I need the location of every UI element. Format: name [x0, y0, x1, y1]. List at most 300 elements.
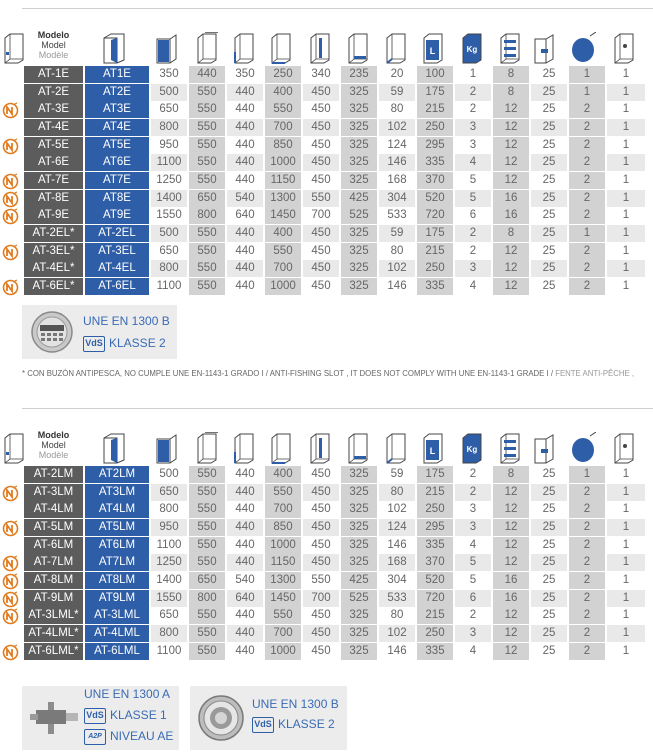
spec-value: 1 — [607, 225, 645, 242]
spec-value: 168 — [379, 172, 415, 189]
new-badge-icon — [2, 485, 19, 502]
spec-value: 325 — [341, 501, 377, 518]
spec-value: 4 — [455, 643, 491, 660]
spec-value: 304 — [379, 572, 415, 589]
spec-value: 2 — [569, 260, 605, 277]
spec-value: 5 — [455, 554, 491, 571]
spec-value: 550 — [189, 119, 225, 136]
spec-value: 2 — [569, 554, 605, 571]
volume-liters-icon — [420, 432, 446, 464]
height-external-icon — [194, 432, 220, 464]
spec-value: 325 — [341, 643, 377, 660]
spec-value: 450 — [303, 172, 339, 189]
spec-value: 146 — [379, 154, 415, 171]
spec-value: 440 — [227, 119, 263, 136]
bolt-lock-icon — [531, 432, 557, 464]
spec-value: 550 — [265, 243, 301, 260]
spec-value: 550 — [303, 572, 339, 589]
spec-value: 2 — [455, 243, 491, 260]
spec-value: 550 — [303, 190, 339, 207]
volume-liters-icon — [420, 32, 446, 64]
table-row — [0, 625, 653, 643]
width-internal-icon — [345, 432, 371, 464]
spec-value: 146 — [379, 278, 415, 295]
spec-value: 2 — [455, 84, 491, 101]
spec-value: 350 — [151, 66, 187, 83]
spec-value: 1 — [607, 519, 645, 536]
spec-value: 500 — [151, 84, 187, 101]
spec-value: 450 — [303, 643, 339, 660]
spec-value: 304 — [379, 190, 415, 207]
spec-value: 350 — [227, 66, 263, 83]
spec-value: 800 — [151, 260, 187, 277]
spec-value: 295 — [417, 519, 453, 536]
spec-value: 450 — [303, 466, 339, 483]
new-badge-icon — [2, 520, 19, 537]
model-name: AT-5LM — [24, 519, 83, 536]
spec-value: 850 — [265, 519, 301, 536]
table-row — [0, 190, 653, 208]
spec-value: 2 — [569, 137, 605, 154]
spec-value: 6 — [455, 590, 491, 607]
spec-value: 1 — [607, 154, 645, 171]
column-header-width-internal-icon — [344, 424, 372, 464]
spec-value: 12 — [493, 172, 529, 189]
table-row — [0, 137, 653, 155]
spec-value: 335 — [417, 643, 453, 660]
column-header-shelves-icon — [496, 24, 524, 64]
spec-value: 325 — [341, 484, 377, 501]
table-header — [0, 424, 653, 464]
shelves-icon — [497, 432, 523, 464]
spec-value: 1 — [607, 501, 645, 518]
spec-value: 550 — [189, 137, 225, 154]
spec-value: 25 — [531, 537, 567, 554]
spec-value: 440 — [227, 607, 263, 624]
spec-value: 700 — [265, 625, 301, 642]
spec-value: 700 — [265, 501, 301, 518]
spec-value: 80 — [379, 243, 415, 260]
model-label: Modelo Model Modèle — [37, 430, 70, 460]
model-label: Modelo Model Modèle — [37, 30, 70, 60]
spec-value: 440 — [227, 519, 263, 536]
spec-value: 550 — [265, 484, 301, 501]
height-internal-icon — [307, 432, 333, 464]
spec-value: 450 — [303, 260, 339, 277]
spec-value: 335 — [417, 278, 453, 295]
spec-value: 1 — [607, 172, 645, 189]
spec-value: 102 — [379, 625, 415, 642]
spec-value: 16 — [493, 190, 529, 207]
model-name: AT-8E — [24, 190, 83, 207]
model-code: AT-4EL — [85, 260, 149, 277]
model-name: AT-7E — [24, 172, 83, 189]
model-name: AT-4LM — [24, 501, 83, 518]
spec-value: 1100 — [151, 278, 187, 295]
spec-value: 250 — [265, 66, 301, 83]
spec-value: 500 — [151, 225, 187, 242]
spec-value: 325 — [341, 137, 377, 154]
model-code: AT-6EL — [85, 278, 149, 295]
spec-value: 1 — [607, 466, 645, 483]
spec-value: 175 — [417, 84, 453, 101]
column-header-depth-external-icon — [267, 424, 295, 464]
spec-value: 12 — [493, 154, 529, 171]
spec-value: 3 — [455, 137, 491, 154]
model-name: AT-6LM — [24, 537, 83, 554]
spec-value: 1100 — [151, 154, 187, 171]
spec-value: 325 — [341, 519, 377, 536]
spec-value: 325 — [341, 625, 377, 642]
spec-value: 325 — [341, 119, 377, 136]
spec-value: 550 — [265, 607, 301, 624]
depth-internal-icon — [383, 432, 409, 464]
model-name: AT-3E — [24, 101, 83, 118]
spec-value: 440 — [227, 101, 263, 118]
depth-external-icon — [268, 32, 294, 64]
spec-value: 20 — [379, 66, 415, 83]
spec-value: 12 — [493, 643, 529, 660]
table-row — [0, 207, 653, 225]
spec-value: 2 — [569, 172, 605, 189]
spec-value: 12 — [493, 607, 529, 624]
spec-value: 25 — [531, 172, 567, 189]
model-name: AT-9E — [24, 207, 83, 224]
column-header-depth-external-icon — [267, 24, 295, 64]
column-header-width-external-icon — [230, 24, 258, 64]
model-code: AT9E — [85, 207, 149, 224]
spec-value: 25 — [531, 519, 567, 536]
spec-value: 2 — [455, 466, 491, 483]
spec-value: 1150 — [265, 172, 301, 189]
spec-value: 1550 — [151, 207, 187, 224]
spec-value: 1300 — [265, 190, 301, 207]
spec-value: 550 — [189, 154, 225, 171]
spec-value: 2 — [569, 484, 605, 501]
spec-value: 450 — [303, 119, 339, 136]
vds-logo-icon: VdS — [252, 717, 274, 733]
spec-value: 2 — [569, 278, 605, 295]
new-badge-icon — [2, 591, 19, 608]
spec-value: 12 — [493, 554, 529, 571]
width-external-icon — [231, 432, 257, 464]
model-name: AT-7LM — [24, 554, 83, 571]
spec-value: 325 — [341, 101, 377, 118]
spec-value: 25 — [531, 501, 567, 518]
certification-box — [22, 305, 177, 359]
spec-value: 450 — [303, 101, 339, 118]
spec-value: 800 — [151, 501, 187, 518]
spec-value: 533 — [379, 207, 415, 224]
spec-value: 550 — [189, 84, 225, 101]
spec-value: 1550 — [151, 590, 187, 607]
column-header-anchor-holes-icon — [610, 24, 638, 64]
spec-value: 8 — [493, 66, 529, 83]
spec-value: 650 — [189, 190, 225, 207]
model-code: AT2E — [85, 84, 149, 101]
spec-value: 440 — [227, 260, 263, 277]
spec-value: 1 — [569, 466, 605, 483]
spec-value: 1 — [607, 137, 645, 154]
spec-value: 2 — [569, 154, 605, 171]
spec-value: 80 — [379, 101, 415, 118]
spec-value: 6 — [455, 207, 491, 224]
spec-value: 2 — [569, 190, 605, 207]
electronic-keypad-lock-icon — [28, 308, 76, 356]
model-code: AT7E — [85, 172, 149, 189]
spec-value: 450 — [303, 84, 339, 101]
top-divider — [22, 8, 653, 9]
spec-value: 2 — [569, 119, 605, 136]
table-header — [0, 24, 653, 64]
spec-value: 59 — [379, 225, 415, 242]
spec-value: 1 — [607, 625, 645, 642]
spec-value: 325 — [341, 243, 377, 260]
table-row — [0, 519, 653, 537]
model-code: AT4LM — [85, 501, 149, 518]
spec-value: 25 — [531, 225, 567, 242]
spec-value: 2 — [569, 643, 605, 660]
spec-value: 2 — [569, 625, 605, 642]
model-code: AT-2EL — [85, 225, 149, 242]
spec-value: 440 — [227, 84, 263, 101]
spec-value: 440 — [227, 278, 263, 295]
table-row — [0, 484, 653, 502]
model-name: AT-1E — [24, 66, 83, 83]
spec-value: 700 — [303, 590, 339, 607]
key-lock-icon — [28, 698, 80, 738]
model-name: AT-2LM — [24, 466, 83, 483]
new-badge-icon — [2, 608, 19, 625]
spec-value: 59 — [379, 466, 415, 483]
new-badge-icon — [2, 573, 19, 590]
spec-value: 25 — [531, 84, 567, 101]
spec-value: 124 — [379, 519, 415, 536]
spec-value: 1 — [569, 225, 605, 242]
certification-box-mechanical — [22, 686, 179, 750]
spec-value: 1000 — [265, 643, 301, 660]
spec-value: 525 — [341, 590, 377, 607]
spec-value: 450 — [303, 607, 339, 624]
hinges-icon — [1, 32, 27, 64]
spec-value: 450 — [303, 278, 339, 295]
spec-value: 325 — [341, 260, 377, 277]
table-row — [0, 607, 653, 625]
spec-value: 440 — [227, 172, 263, 189]
spec-value: 2 — [569, 590, 605, 607]
spec-value: 650 — [151, 484, 187, 501]
spec-value: 450 — [303, 554, 339, 571]
spec-value: 1 — [607, 66, 645, 83]
spec-value: 550 — [189, 519, 225, 536]
spec-value: 2 — [455, 225, 491, 242]
spec-value: 250 — [417, 260, 453, 277]
height-external-icon — [194, 32, 220, 64]
spec-value: 335 — [417, 154, 453, 171]
spec-value: 850 — [265, 137, 301, 154]
model-code: AT6E — [85, 154, 149, 171]
spec-value: 1400 — [151, 190, 187, 207]
spec-value: 550 — [189, 501, 225, 518]
new-badge-icon — [2, 279, 19, 296]
table-row — [0, 84, 653, 102]
spec-value: 1000 — [265, 154, 301, 171]
column-header-safe-closed-icon — [100, 424, 128, 464]
spec-value: 25 — [531, 625, 567, 642]
new-badge-icon — [2, 244, 19, 261]
column-header-height-internal-icon — [306, 24, 334, 64]
spec-value: 12 — [493, 519, 529, 536]
spec-value: 700 — [265, 260, 301, 277]
spec-value: 1 — [607, 572, 645, 589]
spec-value: 370 — [417, 172, 453, 189]
spec-value: 550 — [189, 643, 225, 660]
column-header-weight-kg-icon — [458, 424, 486, 464]
spec-value: 550 — [189, 607, 225, 624]
cert-vds-class: VdS KLASSE 1 — [84, 705, 167, 725]
model-code: AT8LM — [85, 572, 149, 589]
combination-dial-icon — [196, 693, 246, 743]
spec-value: 550 — [189, 172, 225, 189]
model-code: AT8E — [85, 190, 149, 207]
spec-value: 325 — [341, 154, 377, 171]
model-name: AT-4LML* — [24, 625, 83, 642]
spec-value: 12 — [493, 501, 529, 518]
table-section-lm — [0, 424, 653, 664]
spec-value: 550 — [265, 101, 301, 118]
spec-value: 800 — [189, 207, 225, 224]
hinges-icon — [1, 432, 27, 464]
spec-value: 1 — [607, 260, 645, 277]
safe-door-open-icon — [153, 32, 179, 64]
spec-value: 520 — [417, 190, 453, 207]
column-header-anchor-holes-icon — [610, 424, 638, 464]
spec-value: 25 — [531, 484, 567, 501]
spec-value: 650 — [151, 607, 187, 624]
spec-value: 2 — [569, 243, 605, 260]
spec-value: 325 — [341, 172, 377, 189]
spec-value: 450 — [303, 519, 339, 536]
column-header-depth-internal-icon — [382, 424, 410, 464]
spec-value: 325 — [341, 466, 377, 483]
spec-value: 325 — [341, 225, 377, 242]
spec-value: 650 — [151, 243, 187, 260]
column-header-safe-closed-icon — [100, 24, 128, 64]
table-section-e — [0, 24, 653, 304]
spec-value: 440 — [227, 466, 263, 483]
table-row — [0, 537, 653, 555]
bolt-diameter-icon — [570, 32, 596, 64]
spec-value: 25 — [531, 607, 567, 624]
table-row — [0, 225, 653, 243]
spec-value: 1000 — [265, 537, 301, 554]
section-divider — [22, 408, 653, 409]
bolt-lock-icon — [531, 32, 557, 64]
spec-value: 400 — [265, 84, 301, 101]
safe-closed-icon — [101, 432, 127, 464]
table-row — [0, 243, 653, 261]
spec-value: 124 — [379, 137, 415, 154]
spec-value: 2 — [455, 607, 491, 624]
spec-value: 2 — [455, 101, 491, 118]
spec-value: 100 — [417, 66, 453, 83]
spec-value: 175 — [417, 466, 453, 483]
spec-value: 800 — [189, 590, 225, 607]
a2p-logo-icon: A2P — [84, 729, 106, 745]
weight-kg-icon — [459, 432, 485, 464]
spec-value: 5 — [455, 572, 491, 589]
spec-value: 25 — [531, 243, 567, 260]
spec-value: 25 — [531, 137, 567, 154]
spec-value: 440 — [227, 554, 263, 571]
spec-value: 25 — [531, 101, 567, 118]
column-header-height-external-icon — [193, 424, 221, 464]
spec-value: 80 — [379, 607, 415, 624]
spec-value: 1 — [607, 554, 645, 571]
spec-value: 2 — [569, 572, 605, 589]
spec-value: 25 — [531, 207, 567, 224]
spec-value: 1250 — [151, 172, 187, 189]
spec-value: 1150 — [265, 554, 301, 571]
column-header-width-external-icon — [230, 424, 258, 464]
model-code: AT4E — [85, 119, 149, 136]
spec-value: 1 — [607, 101, 645, 118]
spec-value: 1100 — [151, 643, 187, 660]
spec-value: 640 — [227, 207, 263, 224]
spec-value: 80 — [379, 484, 415, 501]
spec-value: 800 — [151, 119, 187, 136]
model-name: AT-6E — [24, 154, 83, 171]
spec-value: 440 — [227, 243, 263, 260]
spec-value: 2 — [569, 501, 605, 518]
svg-text:Kg: Kg — [466, 45, 478, 54]
spec-value: 146 — [379, 537, 415, 554]
spec-value: 102 — [379, 260, 415, 277]
model-code: AT-3EL — [85, 243, 149, 260]
spec-value: 1000 — [265, 278, 301, 295]
spec-value: 450 — [303, 243, 339, 260]
spec-value: 102 — [379, 501, 415, 518]
model-code: AT1E — [85, 66, 149, 83]
spec-value: 3 — [455, 625, 491, 642]
anchor-holes-icon — [611, 432, 637, 464]
spec-value: 450 — [303, 154, 339, 171]
spec-value: 325 — [341, 607, 377, 624]
depth-internal-icon — [383, 32, 409, 64]
spec-value: 16 — [493, 572, 529, 589]
spec-value: 12 — [493, 625, 529, 642]
spec-value: 440 — [227, 625, 263, 642]
spec-value: 1300 — [265, 572, 301, 589]
spec-value: 425 — [341, 190, 377, 207]
spec-value: 650 — [189, 572, 225, 589]
spec-value: 25 — [531, 66, 567, 83]
table-row — [0, 66, 653, 84]
spec-value: 250 — [417, 119, 453, 136]
model-code: AT9LM — [85, 590, 149, 607]
spec-value: 1 — [569, 84, 605, 101]
spec-value: 550 — [189, 484, 225, 501]
spec-value: 720 — [417, 207, 453, 224]
spec-value: 2 — [455, 484, 491, 501]
column-header-weight-kg-icon — [458, 24, 486, 64]
vds-logo-icon: VdS — [84, 708, 106, 724]
new-badge-icon — [2, 102, 19, 119]
spec-value: 800 — [151, 625, 187, 642]
spec-value: 440 — [227, 643, 263, 660]
spec-value: 175 — [417, 225, 453, 242]
spec-value: 4 — [455, 537, 491, 554]
